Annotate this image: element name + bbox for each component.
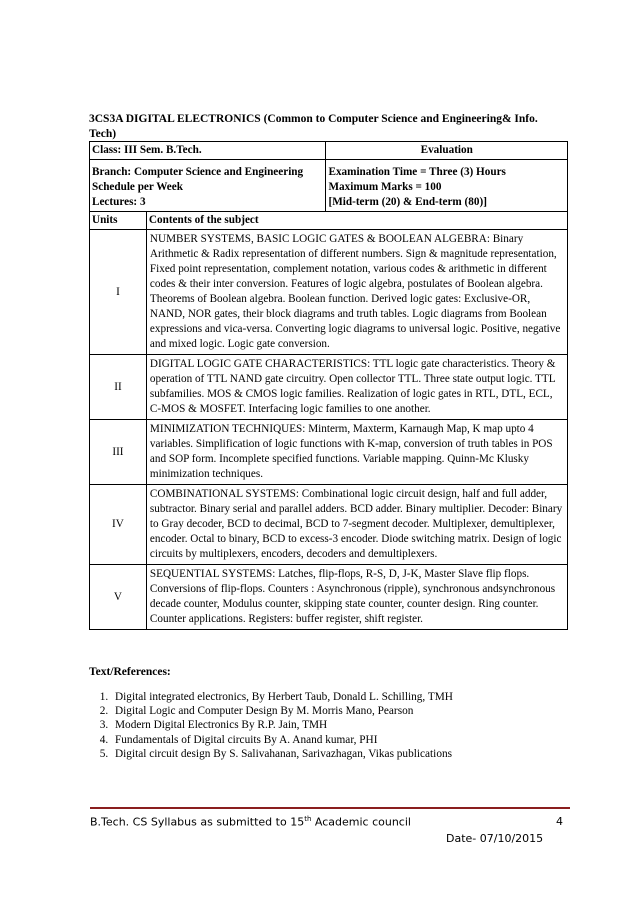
unit-content: COMBINATIONAL SYSTEMS: Combinational logic circuit design, half and full adder, subtractor. Binary serial and parallel adders. BCD adder. Binary multiplier. Decoder: Binary to Gray decoder, BCD to decimal, BCD to 7-segment decoder. Multiplexer, demultiplexer, encoder. Octal to binary, BCD to excess-3 encoder. Diode switching matrix. Design of logic circuits by multiplexers, encoders, decoders and demultiplexers. xyxy=(146,485,567,565)
footer-date: Date- 07/10/2015 xyxy=(446,832,544,845)
reference-item: 4. Fundamentals of Digital circuits By A. Anand kumar, PHI xyxy=(111,733,453,747)
references-title: Text/References: xyxy=(89,666,171,678)
unit-content: SEQUENTIAL SYSTEMS: Latches, flip-flops, R-S, D, J-K, Master Slave flip flops. Conversions of flip-flops. Counters : Asynchronous (ripple), synchronous andsynchronous decade counter, Modulus counter, skipping state counter, counter design. Ring counter. Counter applications. Registers: buffer register, shift register. xyxy=(146,565,567,630)
unit-content: DIGITAL LOGIC GATE CHARACTERISTICS: TTL logic gate characteristics. Theory & operation of TTL NAND gate circuitry. Open collector TTL. Three state output logic. TTL subfamilies. MOS & CMOS logic families. Realization of logic gates in RTL, DTL, ECL, C-MOS & MOSFET. Interfacing logic families to one another. xyxy=(146,355,567,420)
schedule-text: Schedule per Week xyxy=(92,181,183,193)
references-list xyxy=(90,690,453,761)
unit-number: V xyxy=(90,565,147,630)
unit-row xyxy=(90,230,568,355)
syllabus-title: 3CS3A DIGITAL ELECTRONICS (Common to Computer Science and Engineering& Info. Tech) xyxy=(89,113,538,140)
unit-row xyxy=(90,355,568,420)
evaluation-label: Evaluation xyxy=(326,142,568,160)
unit-content: NUMBER SYSTEMS, BASIC LOGIC GATES & BOOLEAN ALGEBRA: Binary Arithmetic & Radix representation of different numbers. Sign & magnitude representation, Fixed point representation, complement notation, various codes & arithmetic in different codes & their inter conversion. Features of logic algebra, postulates of Boolean algebra. Theorems of Boolean algebra. Boolean function. Derived logic gates: Exclusive-OR, NAND, NOR gates, their block diagrams and truth tables. Logic diagrams from Boolean expressions and vica-versa. Converting logic diagrams to universal logic. Positive, negative and mixed logic. Logic gate conversion. xyxy=(146,230,567,355)
unit-number: III xyxy=(90,420,147,485)
max-marks-text: Maximum Marks = 100 xyxy=(328,181,442,193)
footer-text xyxy=(90,815,411,829)
syllabus-table xyxy=(89,141,568,630)
contents-header: Contents of the subject xyxy=(146,212,567,230)
header-row xyxy=(90,212,568,230)
schedule-row xyxy=(90,160,568,212)
unit-content: MINIMIZATION TECHNIQUES: Minterm, Maxterm, Karnaugh Map, K map upto 4 variables. Simplification of logic functions with K-map, conversion of truth tables in POS and SOP form. Incomplete specified functions. Variable mapping. Quinn-Mc Klusky minimization techniques. xyxy=(146,420,567,485)
exam-cell xyxy=(326,160,568,212)
units-header: Units xyxy=(90,212,147,230)
reference-item: 5. Digital circuit design By S. Salivahanan, Sarivazhagan, Vikas publications xyxy=(111,747,453,761)
footer-divider xyxy=(90,807,570,809)
class-label: Class: III Sem. B.Tech. xyxy=(90,142,326,160)
footer-text-sup: th xyxy=(304,815,312,823)
reference-item: 3. Modern Digital Electronics By R.P. Jain, TMH xyxy=(111,718,453,732)
branch-text: Branch: Computer Science and Engineering xyxy=(92,166,304,178)
unit-row xyxy=(90,420,568,485)
unit-row xyxy=(90,565,568,630)
reference-item: 2. Digital Logic and Computer Design By M. Morris Mano, Pearson xyxy=(111,704,453,718)
unit-number: II xyxy=(90,355,147,420)
lectures-text: Lectures: 3 xyxy=(92,196,146,208)
exam-time-text: Examination Time = Three (3) Hours xyxy=(328,166,506,178)
reference-item: 1. Digital integrated electronics, By Herbert Taub, Donald L. Schilling, TMH xyxy=(111,690,453,704)
class-row xyxy=(90,142,568,160)
marks-split-text: [Mid-term (20) & End-term (80)] xyxy=(328,196,487,208)
footer-text-prefix: B.Tech. CS Syllabus as submitted to 15 xyxy=(90,815,305,829)
unit-number: IV xyxy=(90,485,147,565)
schedule-cell xyxy=(90,160,326,212)
footer-text-suffix: Academic council xyxy=(311,815,411,829)
page-number: 4 xyxy=(556,815,563,828)
unit-row xyxy=(90,485,568,565)
unit-number: I xyxy=(90,230,147,355)
